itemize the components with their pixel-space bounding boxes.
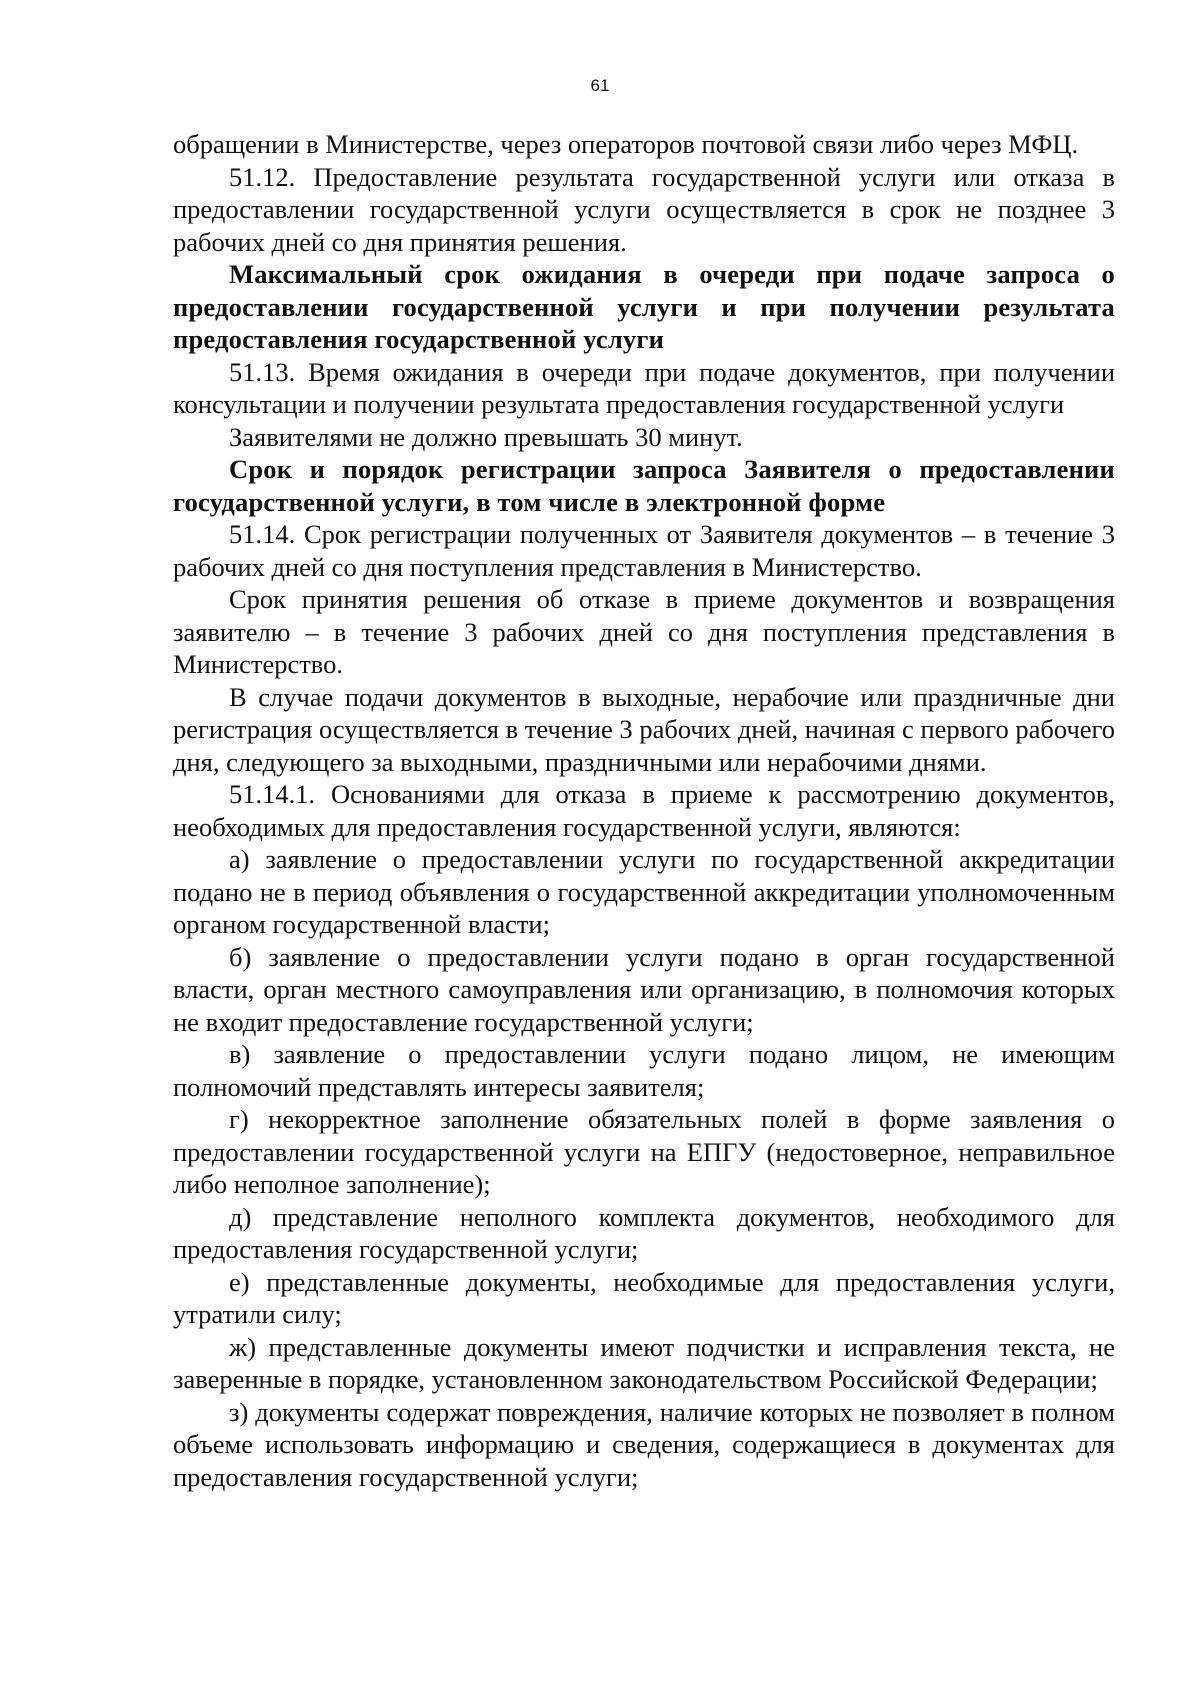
paragraph-weekend-registration: В случае подачи документов в выходные, нерабочие или праздничные дни регистрация осуществляется в течение 3 рабочих дней, начиная с первого рабочего дня, следующего за выходными, праздничными или нерабочими днями.: [173, 681, 1115, 777]
clause-51-12: 51.12. Предоставление результата государственной услуги или отказа в предоставлении государственной услуги осуществляется в срок не позднее 3 рабочих дней со дня принятия решения.: [173, 161, 1115, 257]
list-item-v: в) заявление о предоставлении услуги подано лицом, не имеющим полномочий представлять интересы заявителя;: [173, 1039, 1115, 1102]
list-item-a: а) заявление о предоставлении услуги по государственной аккредитации подано не в период объявления о государственной аккредитации уполномоченным органом государственной власти;: [173, 844, 1115, 939]
section-heading-waiting-time: Максимальный срок ожидания в очереди при подаче запроса о предоставлении государственной услуги и при получении результата предоставления государственной услуги: [173, 259, 1115, 354]
continuation-paragraph: обращении в Министерстве, через операторов почтовой связи либо через МФЦ.: [173, 129, 1079, 159]
section-heading-registration: Срок и порядок регистрации запроса Заявителя о предоставлении государственной услуги, в том числе в электронной форме: [173, 454, 1115, 517]
list-item-z: з) документы содержат повреждения, наличие которых не позволяет в полном объеме использовать информацию и сведения, содержащиеся в документах для предоставления государственной услуги;: [173, 1396, 1115, 1492]
page-content: [173, 128, 1115, 1493]
list-item-d: д) представление неполного комплекта документов, необходимого для предоставления государственной услуги;: [173, 1201, 1115, 1264]
list-item-b: б) заявление о предоставлении услуги подано в орган государственной власти, орган местного самоуправления или организацию, в полномочия которых не входит предоставление государственной услуги;: [173, 941, 1115, 1037]
clause-51-13: 51.13. Время ожидания в очереди при подаче документов, при получении консультации и получении результата предоставления государственной услуги: [173, 356, 1115, 419]
clause-51-14-1: 51.14.1. Основаниями для отказа в приеме к рассмотрению документов, необходимых для предоставления государственной услуги, являются:: [173, 779, 1115, 842]
list-item-zh: ж) представленные документы имеют подчистки и исправления текста, не заверенные в порядке, установленном законодательством Российской Федерации;: [173, 1331, 1115, 1394]
list-item-g: г) некорректное заполнение обязательных полей в форме заявления о предоставлении государственной услуги на ЕПГУ (недостоверное, неправильное либо неполное заполнение);: [173, 1104, 1115, 1199]
clause-51-14: 51.14. Срок регистрации полученных от Заявителя документов – в течение 3 рабочих дней со дня поступления представления в Министерство.: [173, 519, 1115, 582]
list-item-e: е) представленные документы, необходимые для предоставления услуги, утратили силу;: [173, 1266, 1115, 1329]
page-number: 61: [590, 76, 610, 95]
clause-51-13-continuation: Заявителями не должно превышать 30 минут.: [229, 421, 743, 452]
paragraph-refusal-deadline: Срок принятия решения об отказе в приеме документов и возвращения заявителю – в течение 3 рабочих дней со дня поступления представления в Министерство.: [173, 584, 1115, 679]
